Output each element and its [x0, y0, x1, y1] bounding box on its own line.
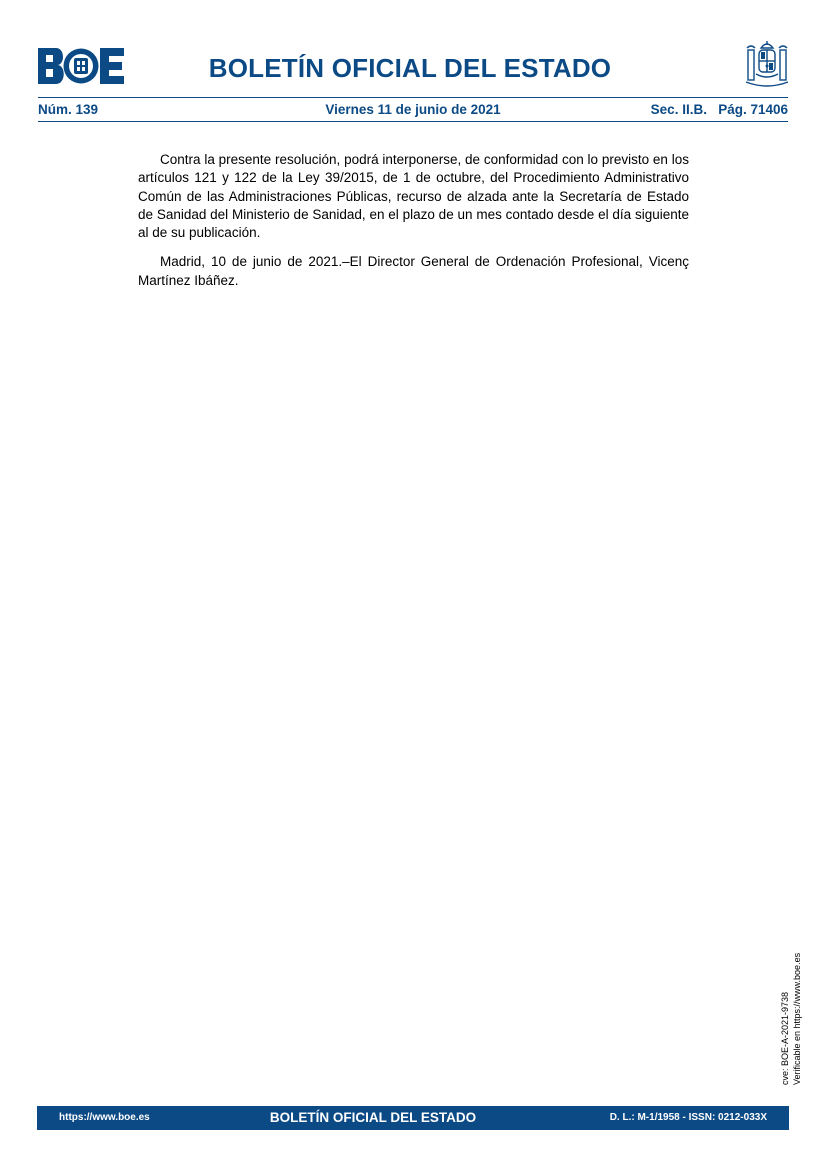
footer-url-link[interactable]: https://www.boe.es — [59, 1112, 150, 1123]
issue-number: Núm. 139 — [38, 102, 99, 117]
boe-logo — [38, 48, 124, 84]
header-rule-top — [38, 97, 788, 98]
coat-of-arms-icon — [744, 40, 790, 88]
issue-date: Viernes 11 de junio de 2021 — [325, 102, 501, 117]
header-meta-row — [38, 101, 788, 119]
masthead-title: BOLETÍN OFICIAL DEL ESTADO — [208, 53, 612, 83]
cve-code: cve: BOE-A-2021-9738 — [780, 991, 790, 1085]
footer-title: BOLETÍN OFICIAL DEL ESTADO — [269, 1110, 477, 1125]
body-paragraph: Contra la presente resolución, podrá interponerse, de conformidad con lo previsto en los artículos 121 y 122 de la Ley 39/2015, de 1 de octubre, del Procedimiento Administrativo Común de las Administraciones Públicas, recurso de alzada ante la Secretaría de Estado de Sanidad del Ministerio de Sanidad, en el plazo de un mes contado desde el día siguiente al de su publicación. — [138, 152, 689, 241]
verification-url: Verificable en https://www.boe.es — [792, 952, 802, 1085]
footer-legal-deposit: D. L.: M-1/1958 - ISSN: 0212-033X — [609, 1112, 767, 1123]
verification-note — [779, 940, 809, 1085]
document-body — [138, 151, 689, 301]
signature-paragraph: Madrid, 10 de junio de 2021.–El Director General de Ordenación Profesional, Vicenç Martínez Ibáñez. — [138, 254, 689, 288]
section-page: Sec. II.B. Pág. 71406 — [650, 102, 788, 117]
header-rule-bottom — [38, 121, 788, 122]
footer-bar — [37, 1106, 789, 1130]
